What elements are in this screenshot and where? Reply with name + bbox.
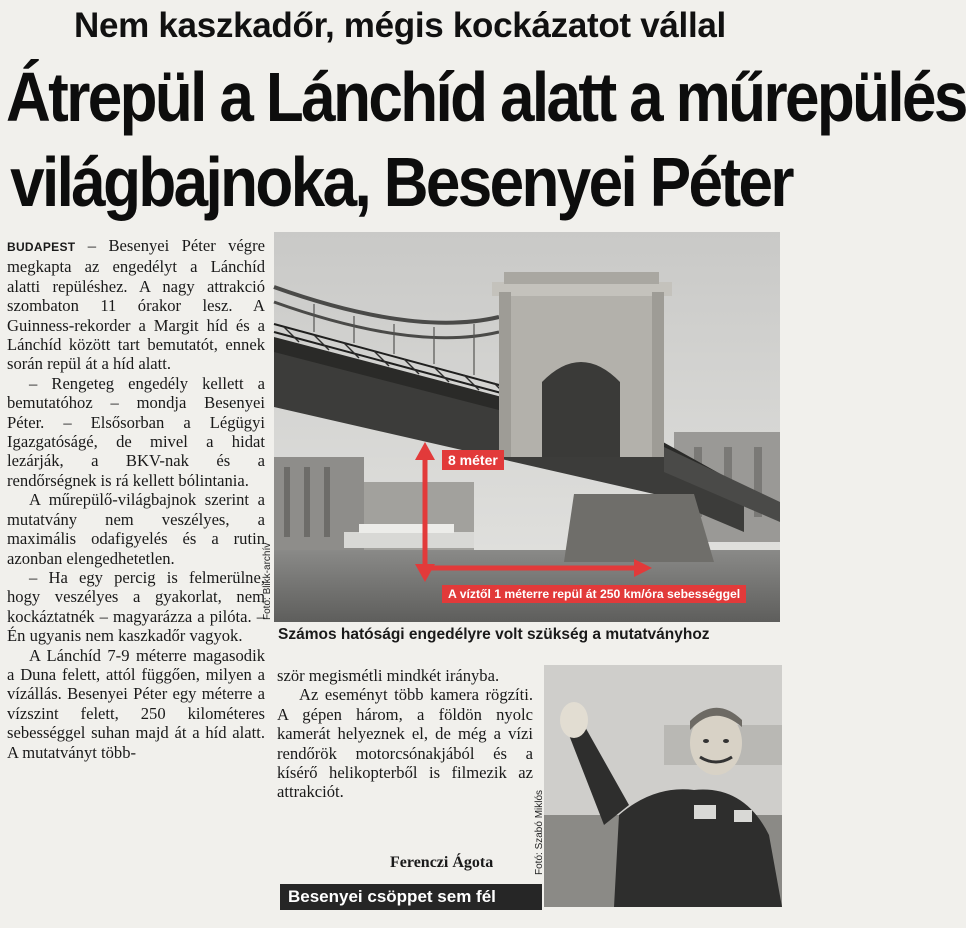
bridge-photo [274, 232, 780, 622]
article-paragraph-4: – Ha egy percig is felmerülne, hogy veszélyes a gyakorlat, nem kockáztatnék – magyarázza a pilóta. – Én ugyanis nem kaszkadőr vagyok. [7, 567, 265, 646]
pilot-photo-caption: Besenyei csöppet sem fél [280, 884, 542, 910]
bridge-image [274, 232, 780, 622]
paragraph-1-text: – Besenyei Péter végre megkapta az engedélyt a Lánchíd alatti repüléshez. A nagy attrakció szombaton 11 órakor lesz. A Guinness-rekorder a Margit híd és a Lánchíd között tart bemutatót, ennek során repül át a híd alatt. [7, 236, 265, 374]
article-paragraph-1 [7, 236, 265, 374]
article-paragraph-7: Az eseményt több kamera rögzíti. A gépen három, a földön nyolc kamerát helyeznek el, de még a vízi rendőrök motorcsónakjából és a kísérő helikopterből is filmezik az attrakciót. [277, 685, 533, 802]
headline [6, 56, 966, 226]
dateline: BUDAPEST [7, 240, 76, 254]
article-middle-column [277, 666, 533, 802]
article-paragraph-3: A műrepülő-világbajnok szerint a mutatvány nem veszélyes, a maximális odafigyelés és a rutin azonban elengedhetetlen. [7, 490, 265, 568]
headline-line-1: Átrepül a Lánchíd alatt a műrepülés [6, 59, 966, 137]
headline-line-2: világbajnoka, Besenyei Péter [10, 144, 792, 222]
kicker: Nem kaszkadőr, mégis kockázatot vállal [74, 6, 726, 45]
pilot-image [544, 665, 782, 907]
bridge-photo-credit: Fotó: Blikk-archív [262, 542, 273, 620]
article-left-column [7, 236, 265, 928]
pilot-photo-credit: Fotó: Szabó Miklós [534, 789, 545, 875]
bridge-photo-caption: Számos hatósági engedélyre volt szükség a mutatványhoz [278, 626, 710, 643]
article-paragraph-5: A Lánchíd 7-9 méterre magasodik a Duna felett, attól függően, milyen a vízállás. Besenyei Péter egy méterre a vízszint felett, 250 kilométeres sebességgel suhan majd át a híd alatt. A mutatványt több- [7, 645, 265, 762]
speed-label: A víztől 1 méterre repül át 250 km/óra sebességgel [442, 585, 746, 603]
height-label: 8 méter [442, 450, 504, 470]
author-name: Ferenczi Ágota [390, 854, 494, 871]
pilot-photo [544, 665, 782, 907]
article-paragraph-6: ször megismétli mindkét irányba. [277, 666, 500, 685]
article-paragraph-2: – Rengeteg engedély kellett a bemutatóhoz – mondja Besenyei Péter. – Elsősorban a Légügyi Igazgatóságé, de mivel a hidat lezárják, a BKV-nak és a rendőrségnek is rá kellett bólintania. [7, 373, 265, 490]
